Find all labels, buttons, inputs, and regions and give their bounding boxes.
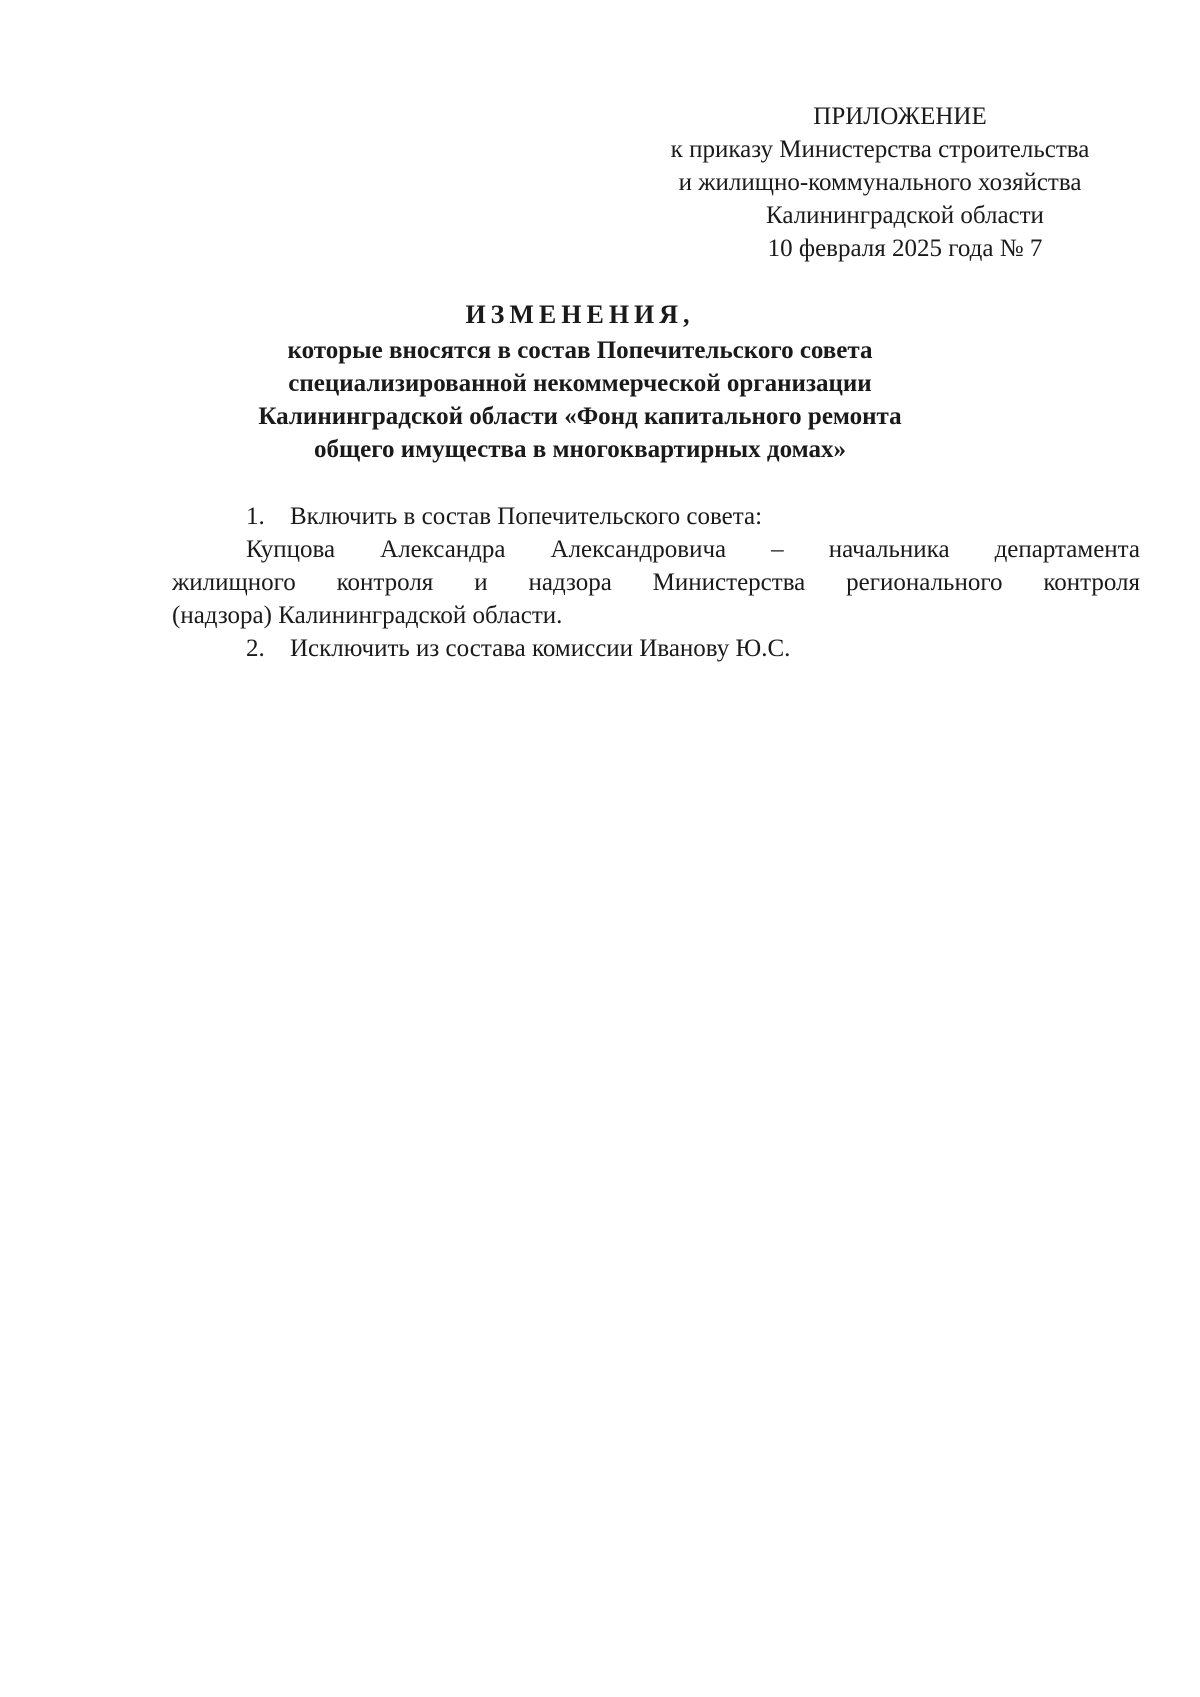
list-item-number: 2.	[246, 635, 265, 662]
paragraph-line: жилищного контроля и надзора Министерства регионального контроля	[172, 569, 1140, 596]
appendix-line-region: Калининградской области	[766, 202, 1044, 229]
appendix-line-date: 10 февраля 2025 года № 7	[767, 235, 1043, 262]
title-line: специализированной некоммерческой организации	[288, 370, 872, 397]
appendix-line-ministry: и жилищно-коммунального хозяйства	[678, 169, 1082, 196]
title-line: общего имущества в многоквартирных домах»	[314, 436, 846, 463]
document-title	[170, 298, 990, 466]
paragraph-line: Купцова Александра Александровича – начальника департамента	[246, 536, 1140, 563]
list-item-text: Исключить из состава комиссии Иванову Ю.С.	[290, 635, 791, 662]
appendix-header	[620, 100, 1140, 265]
title-heading: ИЗМЕНЕНИЯ,	[465, 300, 695, 329]
list-item-include	[172, 500, 1140, 533]
title-line: которые вносятся в состав Попечительского совета	[287, 337, 873, 364]
list-item-exclude	[172, 632, 1140, 665]
member-paragraph	[172, 533, 1140, 632]
list-item-number: 1.	[246, 503, 265, 530]
appendix-line-order: к приказу Министерства строительства	[670, 136, 1090, 163]
appendix-title: ПРИЛОЖЕНИЕ	[813, 103, 987, 130]
paragraph-line: (надзора) Калининградской области.	[172, 602, 563, 629]
title-line: Калининградской области «Фонд капитального ремонта	[258, 403, 902, 430]
list-item-text: Включить в состав Попечительского совета:	[290, 503, 763, 530]
document-body	[172, 500, 1140, 665]
